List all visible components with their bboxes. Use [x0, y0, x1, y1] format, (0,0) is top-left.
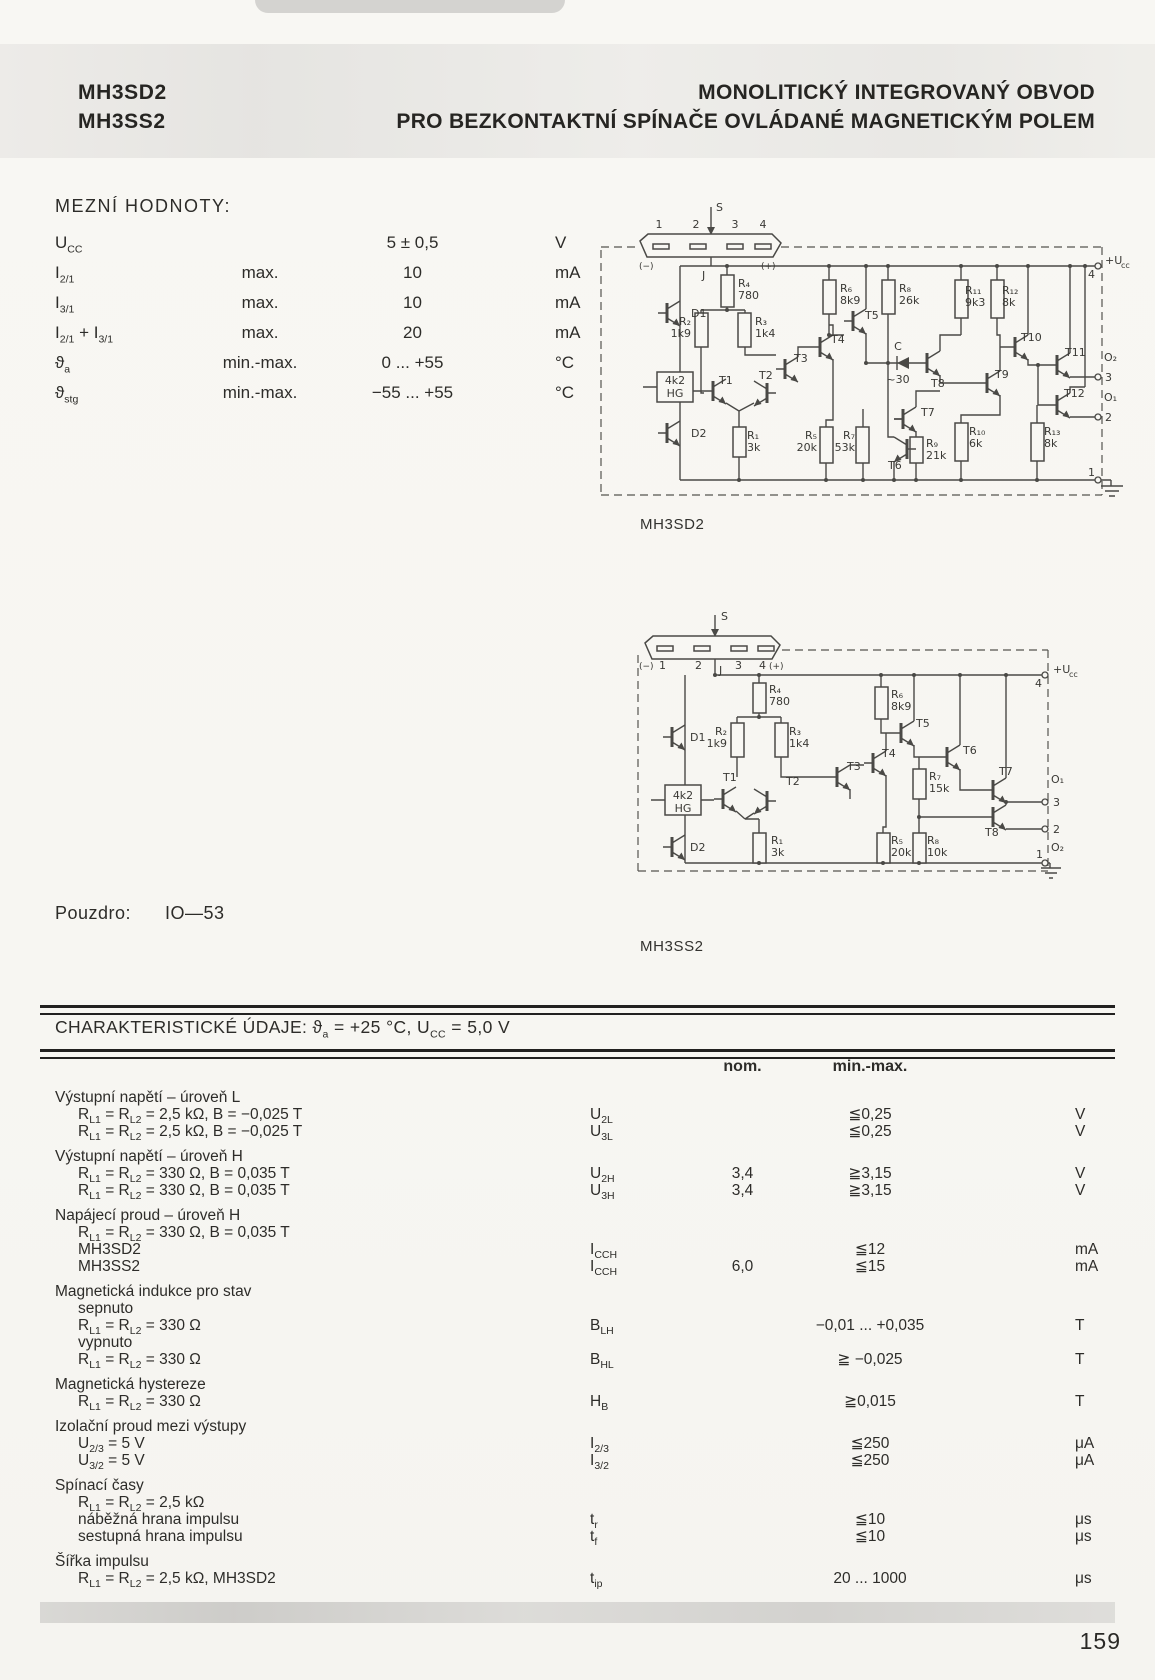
- schematic-label: R₄: [769, 683, 782, 696]
- schematic-label: J: [719, 664, 723, 677]
- schematic-label: 2: [1053, 823, 1060, 836]
- schematic-label: 1: [655, 218, 663, 231]
- schematic-label: R₁₃: [1044, 425, 1061, 438]
- schematic-label: 2: [692, 218, 700, 231]
- characteristics-table: [55, 1058, 1100, 1591]
- schematic-label: T1: [723, 771, 737, 784]
- limit-value: 10: [403, 293, 422, 312]
- schematic-label: cc: [1121, 261, 1130, 270]
- schematic-label: 1: [659, 659, 666, 672]
- char-row: [55, 1511, 1100, 1532]
- char-minmax: ≧0,015: [844, 1393, 896, 1410]
- char-minmax: −0,01 ... +0,035: [815, 1317, 925, 1334]
- char-symbol: $U_{2L}$: [590, 1106, 613, 1127]
- char-symbol: $U_{3L}$: [590, 1123, 613, 1144]
- schematic-label: T8: [931, 377, 945, 390]
- capacitor-diode-symbol: [897, 356, 909, 370]
- char-condition: $R_{L1} = R_{L2} = 330$ Ω, B = 0,035 T: [78, 1165, 290, 1186]
- char-unit: μA: [1075, 1452, 1095, 1469]
- char-symbol: $t_r$: [590, 1511, 598, 1532]
- char-condition: MH3SD2: [78, 1241, 141, 1258]
- schematic-label: R₈: [927, 834, 940, 847]
- char-condition: $R_{L1} = R_{L2} = 330$ Ω, B = 0,035 T: [78, 1182, 290, 1203]
- char-condition: $R_{L1} = R_{L2} = 2,5$ kΩ: [78, 1494, 205, 1515]
- char-unit: mA: [1075, 1241, 1099, 1258]
- schematic-label: R₇: [929, 770, 942, 783]
- schematic-label: (+): [761, 262, 776, 272]
- limit-value: 20: [403, 323, 422, 342]
- char-condition: $U_{3/2} = 5$ V: [78, 1452, 145, 1473]
- char-minmax: ≦0,25: [848, 1106, 892, 1123]
- schematic-label: D2: [691, 427, 707, 440]
- ground-symbol: [1101, 486, 1123, 496]
- limit-row: [55, 233, 615, 263]
- schematic-label: 4: [759, 218, 767, 231]
- schematic-label: R₅: [804, 429, 817, 442]
- schematic-label: O₂: [1051, 841, 1065, 854]
- schematic-label: 3: [731, 218, 739, 231]
- char-symbol: $I_{2/3}$: [590, 1435, 609, 1456]
- char-symbol: $B_{LH}$: [590, 1317, 614, 1338]
- char-row: [55, 1351, 1100, 1372]
- char-unit: μs: [1075, 1511, 1092, 1528]
- char-unit: V: [1075, 1165, 1086, 1182]
- char-row: [55, 1300, 1100, 1317]
- schematic-label: R₃: [789, 725, 802, 738]
- char-condition: sestupná hrana impulsu: [78, 1528, 243, 1545]
- char-row: [55, 1224, 1100, 1245]
- schematic-label: R₁₂: [1002, 284, 1019, 297]
- char-group-title: Izolační proud mezi výstupy: [55, 1418, 247, 1435]
- schematic-caption-2: MH3SS2: [640, 938, 704, 955]
- schematic-label: O₂: [1104, 351, 1118, 364]
- schematic-label: T7: [999, 765, 1013, 778]
- schematic-label: 20k: [796, 441, 817, 454]
- schematic-label: 780: [769, 695, 790, 708]
- char-unit: mA: [1075, 1258, 1099, 1275]
- limit-symbol: $I_{2/1}$: [55, 263, 75, 286]
- schematic-label: D2: [690, 841, 706, 854]
- schematic-label: C: [894, 340, 902, 353]
- schematic-label: 3: [1053, 796, 1060, 809]
- table-rule-top: [40, 1005, 1115, 1015]
- characteristics-rows: [55, 1089, 1100, 1591]
- char-symbol: $t_{ip}$: [590, 1570, 603, 1591]
- schematic-label: D1: [690, 731, 706, 744]
- char-minmax: ≧3,15: [848, 1165, 892, 1182]
- char-minmax: ≦250: [850, 1435, 890, 1452]
- limit-qualifier: max.: [241, 263, 279, 282]
- limit-row: [55, 263, 615, 293]
- package-line: [55, 903, 225, 924]
- schematic-label: S: [716, 201, 723, 214]
- schematic-label: 21k: [926, 449, 947, 462]
- char-symbol: $U_{3H}$: [590, 1182, 615, 1203]
- schematic-label: 1k9: [670, 327, 691, 340]
- char-condition: $R_{L1} = R_{L2} = 330$ Ω: [78, 1317, 201, 1338]
- char-condition: $R_{L1} = R_{L2} = 330$ Ω: [78, 1393, 201, 1414]
- char-condition: vypnuto: [78, 1334, 133, 1351]
- char-group-title: Napájecí proud – úroveň H: [55, 1207, 241, 1224]
- char-row: [55, 1123, 1100, 1144]
- char-nom: 6,0: [731, 1258, 754, 1275]
- schematic-label: T5: [916, 717, 930, 730]
- char-condition: MH3SS2: [78, 1258, 141, 1275]
- char-row: [55, 1334, 1100, 1351]
- limit-row: [55, 383, 615, 413]
- schematic-caption-1: MH3SD2: [640, 516, 705, 533]
- char-group-title: Šířka impulsu: [55, 1553, 149, 1570]
- schematic-label: 15k: [929, 782, 950, 795]
- char-symbol: $I_{CCH}$: [590, 1241, 618, 1262]
- limit-qualifier: min.-max.: [222, 383, 298, 402]
- part-numbers: [78, 78, 167, 136]
- char-condition: sepnuto: [78, 1300, 134, 1317]
- schematic-label: R₂: [678, 315, 691, 328]
- limit-value: 5 ± 0,5: [386, 233, 439, 252]
- schematic-label: 4: [1088, 268, 1095, 281]
- limit-qualifier: max.: [241, 323, 279, 342]
- schematic-label: (+): [769, 662, 784, 672]
- char-symbol: $I_{3/2}$: [590, 1452, 609, 1473]
- col-nom: nom.: [723, 1058, 762, 1075]
- characteristics-colhead: [55, 1058, 1100, 1084]
- char-minmax: ≦10: [854, 1511, 886, 1528]
- char-symbol: $U_{2H}$: [590, 1165, 615, 1186]
- schematic-label: T4: [831, 333, 845, 346]
- char-row: [55, 1435, 1100, 1456]
- limit-unit: mA: [555, 323, 581, 342]
- char-condition: $R_{L1} = R_{L2} = 2,5$ kΩ, B = −0,025 T: [78, 1106, 303, 1127]
- schematic-label: 3k: [747, 441, 761, 454]
- char-symbol: $H_B$: [590, 1393, 609, 1414]
- package-label: Pouzdro:: [55, 903, 132, 923]
- schematic-label: R₄: [738, 277, 751, 290]
- char-row: [55, 1165, 1100, 1186]
- limit-symbol: $ϑ_a$: [55, 353, 71, 376]
- char-group-title: Magnetická hystereze: [55, 1376, 206, 1393]
- schematic-label: 1k4: [755, 327, 776, 340]
- limit-unit: °C: [555, 383, 575, 402]
- schematic-label: 4: [759, 659, 766, 672]
- part-number-1: MH3SD2: [78, 81, 167, 104]
- schematic-label: 2: [695, 659, 702, 672]
- char-symbol: $B_{HL}$: [590, 1351, 614, 1372]
- char-minmax: ≦250: [850, 1452, 890, 1469]
- limit-symbol: $ϑ_{stg}$: [55, 383, 79, 406]
- char-unit: μA: [1075, 1435, 1095, 1452]
- char-group-title: Výstupní napětí – úroveň L: [55, 1089, 241, 1106]
- schematic-label: T10: [1021, 331, 1042, 344]
- characteristics-heading: CHARAKTERISTICKÉ ÚDAJE: $ϑ_a = +25$ °C, $U_{CC} = 5,0$ V: [55, 1017, 511, 1041]
- schematic-label: 10k: [927, 846, 948, 859]
- limit-unit: mA: [555, 293, 581, 312]
- scan-band-bottom: [40, 1602, 1115, 1623]
- title-line-1: MONOLITICKÝ INTEGROVANÝ OBVOD: [698, 81, 1095, 104]
- limit-value: −55 ... +55: [371, 383, 454, 402]
- char-minmax: ≧ −0,025: [837, 1351, 903, 1368]
- char-unit: V: [1075, 1106, 1086, 1123]
- schematic-label: cc: [1069, 670, 1078, 679]
- schematic-label: 53k: [834, 441, 855, 454]
- schematic-label: T6: [963, 744, 977, 757]
- schematic-label: R₁₁: [965, 284, 982, 297]
- char-row: [55, 1393, 1100, 1414]
- limit-row: [55, 323, 615, 353]
- schematic-label: (−): [639, 262, 654, 272]
- pin-terminals: [1095, 263, 1101, 483]
- schematic-label: R₃: [755, 315, 768, 328]
- char-minmax: ≧3,15: [848, 1182, 892, 1199]
- schematic-label: T5: [865, 309, 879, 322]
- char-unit: μs: [1075, 1570, 1092, 1587]
- schematic-label: 4k2: [672, 789, 694, 802]
- char-minmax: ≦15: [854, 1258, 886, 1275]
- limit-qualifier: max.: [241, 293, 279, 312]
- schematic-label: R₁₀: [969, 425, 986, 438]
- schematic-label: HG: [666, 387, 684, 400]
- schematic-label: T8: [985, 826, 999, 839]
- char-group-title: Výstupní napětí – úroveň H: [55, 1148, 243, 1165]
- schematic-label: T2: [759, 369, 773, 382]
- char-condition: $R_{L1} = R_{L2} = 330$ Ω: [78, 1351, 201, 1372]
- char-condition: $R_{L1} = R_{L2} = 2,5$ kΩ, MH3SD2: [78, 1570, 276, 1591]
- pin-terminals: [1042, 672, 1048, 866]
- schematic-label: T3: [847, 760, 861, 773]
- schematic-label: R₇: [842, 429, 855, 442]
- schematic-label: R₆: [840, 282, 853, 295]
- schematic-label: D1: [691, 307, 707, 320]
- schematic-label: 8k9: [891, 700, 912, 713]
- limit-unit: mA: [555, 263, 581, 282]
- char-group-title: Magnetická indukce pro stav: [55, 1283, 252, 1300]
- limit-unit: °C: [555, 353, 575, 372]
- schematic-label: T11: [1065, 346, 1086, 359]
- schematic-label: 8k9: [840, 294, 861, 307]
- scan-smudge: [255, 0, 565, 13]
- schematic-label: T9: [995, 368, 1009, 381]
- char-condition: náběžná hrana impulsu: [78, 1511, 240, 1528]
- limit-qualifier: min.-max.: [222, 353, 298, 372]
- schematic-label: T6: [888, 459, 902, 472]
- limit-symbol: $I_{2/1} + I_{3/1}$: [55, 323, 114, 346]
- limit-row: [55, 353, 615, 383]
- limit-row: [55, 293, 615, 323]
- limit-unit: V: [555, 233, 567, 252]
- char-group-title: Spínací časy: [55, 1477, 144, 1494]
- char-row: [55, 1241, 1100, 1262]
- char-unit: T: [1075, 1351, 1085, 1368]
- schematic-label: 2: [1105, 411, 1112, 424]
- schematic-label: 9k3: [965, 296, 986, 309]
- title-line-2: PRO BEZKONTAKTNÍ SPÍNAČE OVLÁDANÉ MAGNETICKÝM POLEM: [396, 110, 1095, 133]
- ground-symbol: [1041, 868, 1061, 878]
- schematic-label: 4: [1035, 677, 1042, 690]
- schematic-label: 3: [1105, 371, 1112, 384]
- limits-table: [55, 233, 615, 413]
- char-nom: 3,4: [731, 1165, 754, 1182]
- schematic-label: 8k: [1044, 437, 1058, 450]
- char-nom: 3,4: [731, 1182, 754, 1199]
- char-row: [55, 1570, 1100, 1591]
- schematic-label: 6k: [969, 437, 983, 450]
- schematic-label: R₅: [891, 834, 904, 847]
- schematic-label: +U: [1053, 663, 1071, 676]
- char-row: [55, 1258, 1100, 1279]
- schematic-label: 8k: [1002, 296, 1016, 309]
- char-minmax: ≦10: [854, 1528, 886, 1545]
- schematic-label: R₁: [747, 429, 760, 442]
- schematic-label: 1: [1088, 466, 1095, 479]
- schematic-label: R₈: [899, 282, 912, 295]
- schematic-mh3sd2: [595, 195, 1155, 505]
- schematic-label: T2: [786, 775, 800, 788]
- schematic-label: R₆: [891, 688, 904, 701]
- schematic-label: T1: [719, 374, 733, 387]
- schematic-label: T7: [921, 406, 935, 419]
- document-title: [396, 78, 1095, 136]
- limit-symbol: $I_{3/1}$: [55, 293, 75, 316]
- char-minmax: ≦12: [854, 1241, 886, 1258]
- char-row: [55, 1528, 1100, 1549]
- char-symbol: $I_{CCH}$: [590, 1258, 618, 1279]
- char-unit: T: [1075, 1317, 1085, 1334]
- schematic-label: 3: [735, 659, 742, 672]
- char-row: [55, 1494, 1100, 1515]
- schematic-label: 3k: [771, 846, 785, 859]
- schematic-label: ~30: [886, 373, 910, 386]
- schematic-label: 1: [1036, 848, 1043, 861]
- char-row: [55, 1317, 1100, 1338]
- schematic-label: +U: [1105, 254, 1123, 267]
- char-condition: $R_{L1} = R_{L2} = 330$ Ω, B = 0,035 T: [78, 1224, 290, 1245]
- schematic-label: J: [702, 269, 706, 282]
- limit-symbol: $U_{CC}$: [55, 233, 83, 256]
- limits-section: [55, 196, 615, 413]
- schematic-mh3ss2: [595, 575, 1155, 885]
- schematic-label: S: [721, 610, 728, 623]
- schematic-label: (−): [639, 662, 654, 672]
- char-row: [55, 1452, 1100, 1473]
- schematic-label: R₉: [926, 437, 939, 450]
- char-symbol: $t_f$: [590, 1528, 598, 1549]
- schematic-label: R₂: [714, 725, 727, 738]
- char-unit: T: [1075, 1393, 1085, 1410]
- char-condition: $U_{2/3} = 5$ V: [78, 1435, 145, 1456]
- schematic-label: T3: [794, 352, 808, 365]
- schematic-label: 780: [738, 289, 759, 302]
- char-condition: $R_{L1} = R_{L2} = 2,5$ kΩ, B = −0,025 T: [78, 1123, 303, 1144]
- col-minmax: min.-max.: [832, 1058, 908, 1075]
- schematic-label: O₁: [1051, 773, 1065, 786]
- char-unit: V: [1075, 1182, 1086, 1199]
- schematic-label: 1k9: [706, 737, 727, 750]
- schematic-label: HG: [674, 802, 692, 815]
- limit-value: 10: [403, 263, 422, 282]
- schematic-label: 20k: [891, 846, 912, 859]
- schematic-label: 26k: [899, 294, 920, 307]
- char-row: [55, 1106, 1100, 1127]
- limit-value: 0 ... +55: [381, 353, 444, 372]
- page-number: 159: [1079, 1628, 1121, 1654]
- char-minmax: ≦0,25: [848, 1123, 892, 1140]
- part-number-2: MH3SS2: [78, 110, 166, 133]
- package-value: IO—53: [165, 903, 225, 923]
- schematic-label: R₁: [771, 834, 784, 847]
- char-unit: μs: [1075, 1528, 1092, 1545]
- schematic-label: 4k2: [664, 374, 686, 387]
- schematic-label: T12: [1064, 387, 1085, 400]
- schematic-label: T4: [882, 747, 896, 760]
- limits-heading: MEZNÍ HODNOTY:: [55, 196, 232, 216]
- char-minmax: 20 ... 1000: [833, 1570, 907, 1587]
- char-unit: V: [1075, 1123, 1086, 1140]
- schematic-label: 1k4: [789, 737, 810, 750]
- schematic-label: O₁: [1104, 391, 1118, 404]
- char-row: [55, 1182, 1100, 1203]
